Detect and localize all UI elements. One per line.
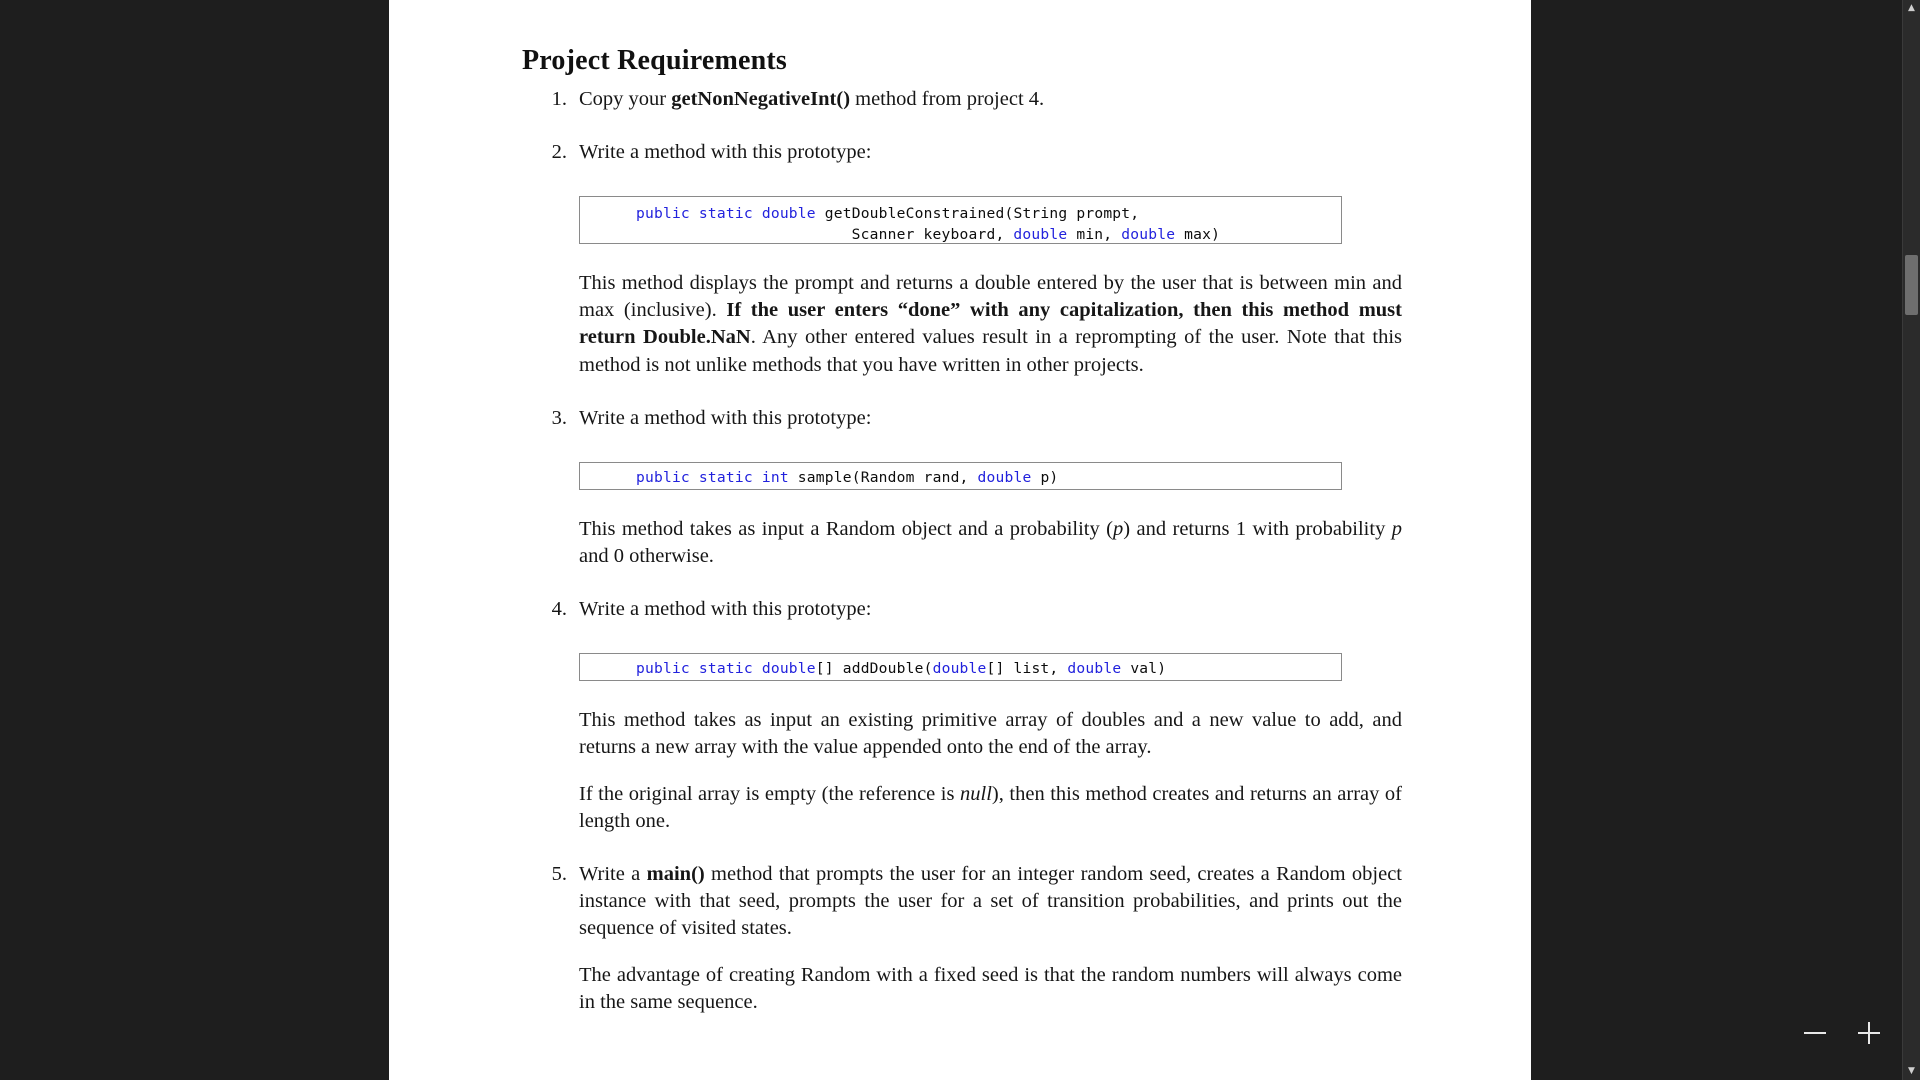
spacer — [522, 835, 1402, 861]
vertical-scrollbar[interactable] — [1902, 0, 1920, 1080]
spacer — [579, 681, 1402, 707]
code-param-min: min, — [1067, 226, 1122, 243]
list-item-number: 4. — [551, 598, 567, 621]
list-item-number: 5. — [551, 863, 567, 886]
list-item — [522, 139, 1402, 379]
list-item — [522, 861, 1402, 1016]
code-space — [690, 469, 699, 486]
list-item — [522, 405, 1402, 570]
scroll-down-arrow-icon[interactable]: ▼ — [1908, 1066, 1915, 1076]
code-param-max: max) — [1175, 226, 1221, 243]
code-line — [580, 224, 1341, 245]
spacer — [579, 166, 1402, 196]
spacer — [579, 943, 1402, 962]
list-item-text — [579, 861, 1402, 943]
kw-double: double — [932, 660, 987, 678]
scroll-up-arrow-icon[interactable]: ▲ — [1908, 3, 1915, 13]
item1-text-after: method from project 4. — [850, 88, 1045, 110]
code-signature: getDoubleConstrained(String prompt, — [815, 205, 1140, 222]
item1-text-before: Copy your — [579, 88, 672, 110]
spacer — [522, 570, 1402, 596]
paragraph-seed: The advantage of creating Random with a fixed seed is that the random numbers will always come in the same sequence. — [579, 963, 1402, 1013]
spacer — [522, 379, 1402, 405]
list-item-text: Write a method with this prototype: — [579, 406, 872, 429]
item1-bold-method: getNonNegativeInt() — [671, 88, 851, 110]
code-param-p: p) — [1031, 468, 1059, 486]
code-space — [753, 469, 762, 486]
code-line — [580, 658, 1341, 679]
spacer — [579, 432, 1402, 462]
scrollbar-thumb[interactable] — [1905, 255, 1918, 315]
kw-public: public — [636, 660, 690, 678]
requirements-list — [522, 86, 1402, 1016]
spacer — [579, 244, 1402, 270]
para-text-a: This method displays the prompt and returns a double entered by the user that is between min and max (inclusive). — [579, 272, 1402, 322]
paragraph-getdouble — [579, 270, 1402, 379]
kw-public: public — [636, 468, 690, 486]
spacer — [522, 113, 1402, 139]
para-text-a: This method takes as input a Random object and a probability ( — [579, 517, 1113, 540]
code-signature: sample(Random rand, — [788, 468, 978, 486]
kw-double: double — [761, 205, 816, 222]
list-item-number: 2. — [551, 141, 567, 163]
code-param-list: [] list, — [986, 660, 1068, 678]
kw-int: int — [761, 468, 789, 486]
item5-text-before: Write a — [579, 863, 647, 886]
code-space — [690, 205, 699, 222]
list-item-number: 1. — [551, 88, 567, 110]
para-text-b: . Any other entered values result in a reprompting of the user. Note that this method is not unlike methods that you have written in other projects. — [579, 326, 1402, 376]
para-italic-p2: p — [1391, 517, 1402, 540]
page-title: Project Requirements — [522, 45, 787, 76]
code-line — [580, 467, 1341, 488]
paragraph-sample — [579, 516, 1402, 570]
list-item-text: Write a method with this prototype: — [579, 141, 872, 163]
kw-static: static — [698, 660, 753, 678]
kw-double: double — [1013, 226, 1068, 243]
code-space — [753, 660, 762, 677]
para-text-a: If the original array is empty (the reference is — [579, 782, 961, 805]
spacer — [579, 490, 1402, 516]
kw-static: static — [698, 205, 753, 222]
code-block-adddouble — [579, 653, 1342, 681]
item5-bold-main: main() — [646, 863, 705, 886]
item5-text-after: method that prompts the user for an integer random seed, creates a Random object instance with that seed, prompts the user for a set of transition probabilities, and prints out the sequence of visited states. — [579, 863, 1403, 940]
minus-icon-bar — [1804, 1032, 1826, 1034]
spacer — [579, 623, 1402, 653]
paragraph-null — [579, 781, 1402, 835]
code-params: Scanner keyboard, — [636, 226, 1014, 243]
kw-double: double — [1121, 226, 1176, 243]
list-item-text: Write a method with this prototype: — [579, 598, 872, 621]
list-item — [522, 86, 1402, 113]
code-block-sample — [579, 462, 1342, 490]
para-text-c: and 0 otherwise. — [579, 545, 714, 568]
spacer — [579, 762, 1402, 781]
code-space — [753, 205, 762, 222]
list-item-number: 3. — [551, 406, 567, 429]
kw-double: double — [761, 660, 816, 678]
code-block-getdoubleconstrained — [579, 196, 1342, 244]
code-line — [580, 203, 1341, 224]
para-bold-done: If the user enters “done” with any capitalization, then this method must return Double.NaN — [579, 299, 1402, 349]
minus-icon[interactable] — [1802, 1020, 1828, 1046]
kw-public: public — [636, 205, 690, 222]
para-italic-null: null — [960, 782, 992, 805]
kw-double: double — [1067, 660, 1122, 678]
document-page — [389, 0, 1531, 1080]
code-space — [690, 660, 699, 677]
code-signature: [] addDouble( — [815, 660, 933, 678]
list-item — [522, 596, 1402, 835]
para-italic-p: p — [1112, 517, 1124, 540]
para-text-b: ) and returns 1 with probability — [1123, 517, 1392, 540]
list-item-text — [579, 86, 1402, 113]
code-param-val: val) — [1121, 660, 1167, 678]
paragraph-adddouble: This method takes as input an existing primitive array of doubles and a new value to add, and returns a new array with the value appended onto the end of the array. — [579, 709, 1402, 759]
plus-icon[interactable] — [1856, 1020, 1882, 1046]
plus-icon-bar-v — [1868, 1022, 1870, 1044]
kw-double: double — [977, 468, 1032, 486]
zoom-controls — [1802, 1020, 1882, 1046]
para-text-b: ), then this method creates and returns an array of length one. — [579, 782, 1402, 832]
kw-static: static — [698, 468, 753, 486]
